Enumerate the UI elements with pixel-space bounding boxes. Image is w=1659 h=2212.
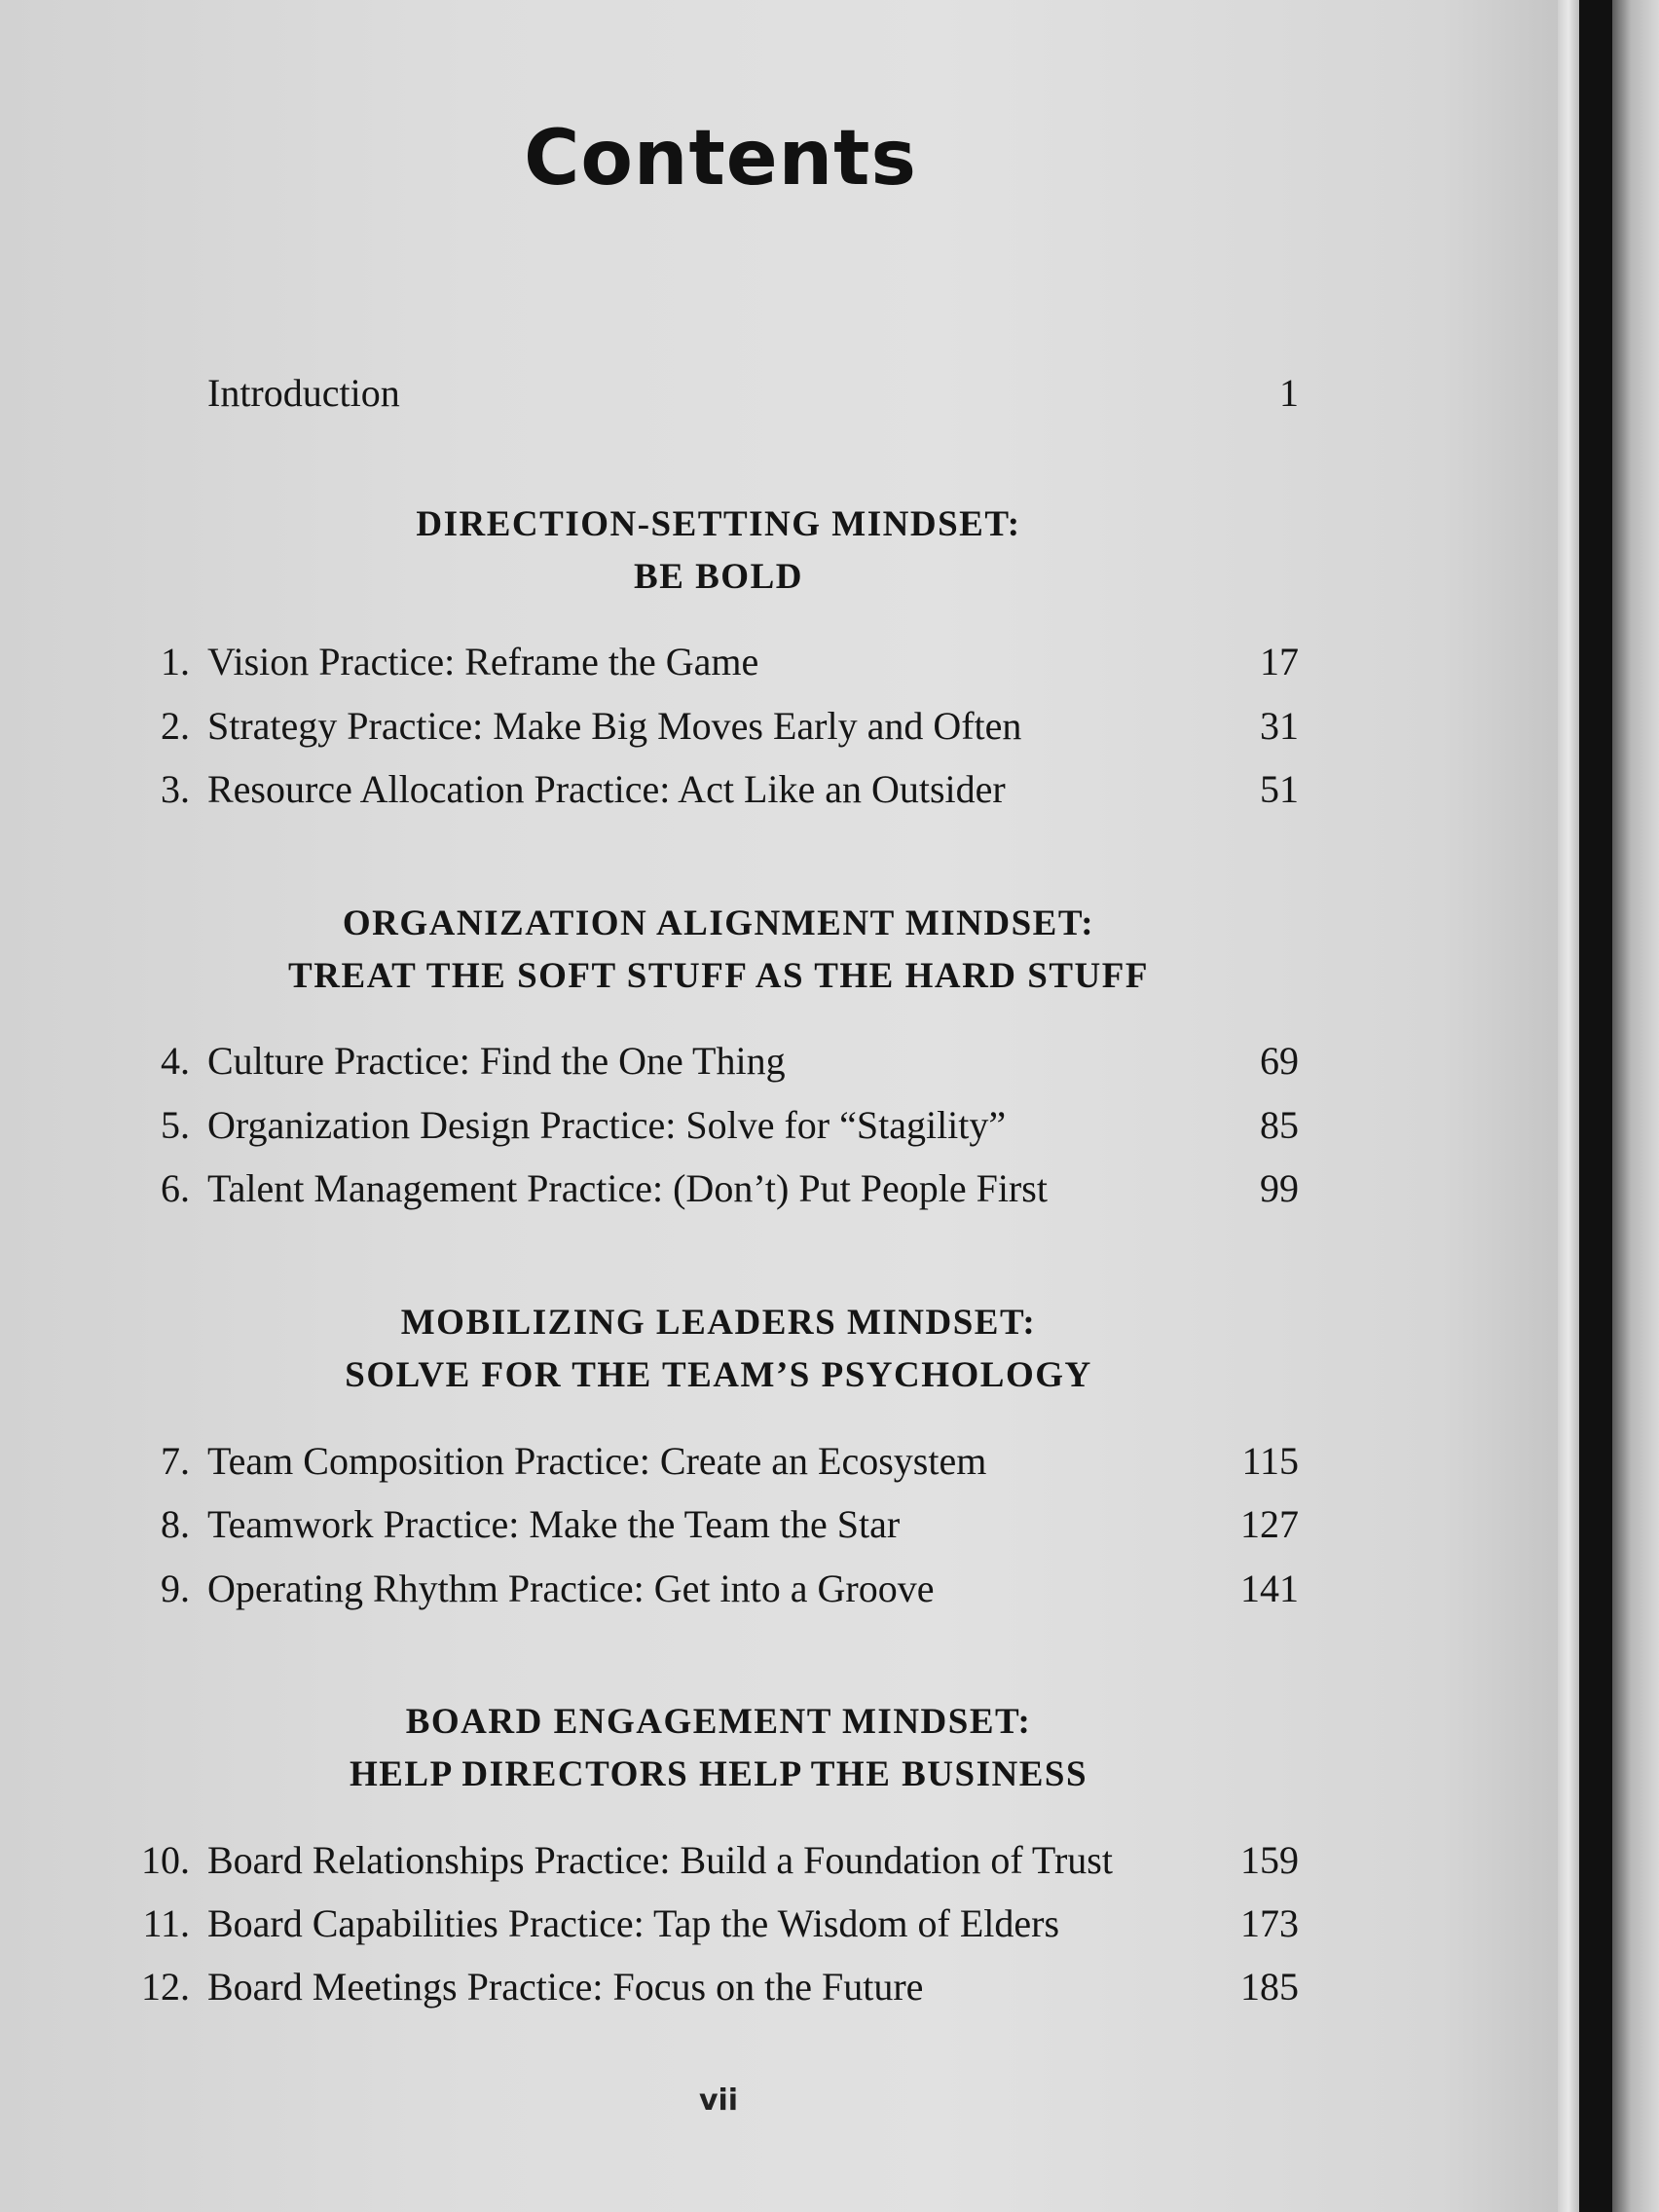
entry-number: 1. — [161, 640, 190, 683]
section-heading-line2: TREAT THE SOFT STUFF AS THE HARD STUFF — [288, 956, 1149, 996]
section-heading-line1: ORGANIZATION ALIGNMENT MINDSET: — [342, 903, 1095, 943]
entry-page: 69 — [1260, 1039, 1299, 1083]
section-heading-board-engagement — [0, 1696, 1437, 1801]
entry-title: Teamwork Practice: Make the Team the Star — [207, 1502, 901, 1546]
toc-entry — [0, 1438, 1305, 1496]
entry-title: Introduction — [207, 371, 400, 415]
toc-entry — [0, 1566, 1305, 1624]
entry-title: Strategy Practice: Make Big Moves Early and Often — [207, 704, 1022, 748]
section-heading-line1: MOBILIZING LEADERS MINDSET: — [400, 1303, 1037, 1343]
entry-number: 3. — [161, 767, 190, 811]
entry-number: 11. — [142, 1901, 190, 1945]
entry-title: Organization Design Practice: Solve for “Stagility” — [207, 1103, 1007, 1147]
page-title: Contents — [524, 115, 917, 203]
toc-entry — [0, 639, 1305, 697]
entry-title: Culture Practice: Find the One Thing — [207, 1039, 786, 1083]
section-heading-line1: DIRECTION-SETTING MINDSET: — [416, 504, 1021, 544]
entry-title: Team Composition Practice: Create an Ecosystem — [207, 1439, 987, 1483]
toc-entry — [0, 1964, 1305, 2022]
toc-entry — [0, 1165, 1305, 1224]
toc-entry — [0, 1900, 1305, 1959]
entry-page: 115 — [1241, 1439, 1299, 1483]
entry-number: 7. — [161, 1439, 190, 1483]
page-edge — [1558, 0, 1579, 2212]
entry-title: Board Capabilities Practice: Tap the Wisdom of Elders — [207, 1901, 1060, 1945]
toc-entry — [0, 1038, 1305, 1096]
entry-page: 99 — [1260, 1166, 1299, 1210]
entry-title: Board Meetings Practice: Focus on the Future — [207, 1965, 924, 2009]
toc-entry — [0, 1501, 1305, 1560]
entry-page: 17 — [1260, 640, 1299, 683]
entry-page: 31 — [1260, 704, 1299, 748]
section-heading-line2: HELP DIRECTORS HELP THE BUSINESS — [349, 1754, 1088, 1794]
entry-number: 5. — [161, 1103, 190, 1147]
section-heading-organization-alignment — [0, 898, 1437, 1003]
section-heading-direction-setting — [0, 498, 1437, 604]
entry-number: 4. — [161, 1039, 190, 1083]
book-cover-edge — [1579, 0, 1612, 2212]
entry-title: Operating Rhythm Practice: Get into a Groove — [207, 1567, 935, 1610]
entry-page: 141 — [1240, 1567, 1299, 1610]
entry-title: Resource Allocation Practice: Act Like an Outsider — [207, 767, 1006, 811]
entry-number: 6. — [161, 1166, 190, 1210]
toc-entry — [0, 766, 1305, 825]
entry-number: 2. — [161, 704, 190, 748]
entry-page: 127 — [1240, 1502, 1299, 1546]
page-number: vii — [698, 2083, 739, 2118]
entry-title: Board Relationships Practice: Build a Foundation of Trust — [207, 1838, 1113, 1882]
entry-page: 1 — [1279, 371, 1299, 415]
entry-title: Talent Management Practice: (Don’t) Put People First — [207, 1166, 1048, 1210]
toc-entry — [0, 1837, 1305, 1896]
entry-number: 12. — [141, 1965, 190, 2009]
entry-number: 8. — [161, 1502, 190, 1546]
entry-number: 10. — [141, 1838, 190, 1882]
background-edge — [1612, 0, 1659, 2212]
section-heading-line2: BE BOLD — [634, 557, 803, 597]
entry-number: 9. — [161, 1567, 190, 1610]
section-heading-mobilizing-leaders — [0, 1297, 1437, 1402]
entry-page: 85 — [1260, 1103, 1299, 1147]
section-heading-line1: BOARD ENGAGEMENT MINDSET: — [405, 1702, 1032, 1742]
entry-title: Vision Practice: Reframe the Game — [207, 640, 759, 683]
entry-page: 51 — [1260, 767, 1299, 811]
section-heading-line2: SOLVE FOR THE TEAM’S PSYCHOLOGY — [345, 1355, 1092, 1395]
toc-entry — [0, 1102, 1305, 1161]
toc-entry — [0, 703, 1305, 761]
entry-page: 159 — [1240, 1838, 1299, 1882]
toc-entry-introduction — [0, 370, 1305, 428]
entry-page: 173 — [1240, 1901, 1299, 1945]
entry-page: 185 — [1240, 1965, 1299, 2009]
